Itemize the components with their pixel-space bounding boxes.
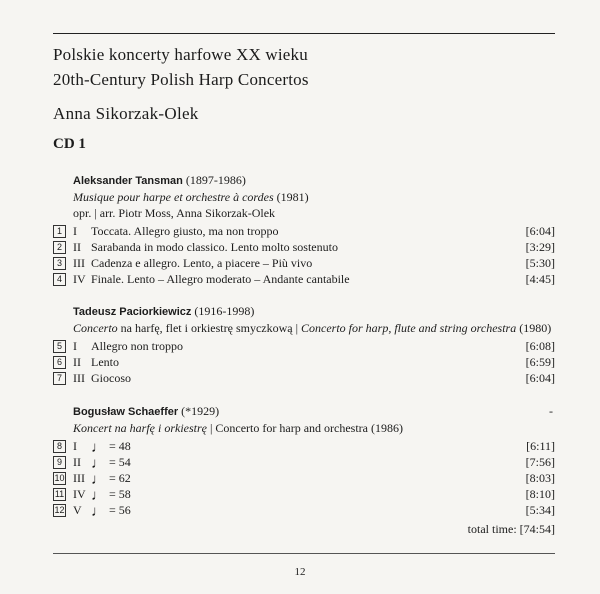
composer-name: Bogusław Schaeffer [73, 406, 179, 418]
track-title [91, 439, 131, 454]
track-number: 9 [53, 456, 66, 469]
track-row[interactable] [53, 355, 555, 371]
quarter-note-icon: ♩ [91, 504, 106, 520]
track-duration: [6:04] [525, 371, 555, 385]
movement-numeral: I [73, 439, 77, 453]
track-number: 2 [53, 241, 66, 254]
bottom-rule [53, 553, 555, 554]
track-number: 12 [54, 505, 65, 515]
work-title-tansman [73, 190, 309, 205]
composer-schaeffer [73, 404, 219, 419]
arrangement-credit: opr. | arr. Piotr Moss, Anna Sikorzak-Olek [73, 206, 276, 220]
track-title [91, 487, 131, 502]
track-row[interactable] [53, 471, 555, 487]
dash-mark: - [549, 404, 553, 418]
work-year: (1981) [273, 190, 309, 204]
composer-name: Aleksander Tansman [73, 175, 183, 187]
track-title: Lento [91, 355, 119, 369]
track-row[interactable] [53, 339, 555, 355]
track-duration: [7:56] [525, 455, 555, 469]
track-row[interactable] [53, 224, 555, 240]
movement-numeral: II [73, 240, 81, 254]
track-duration: [6:08] [525, 339, 555, 353]
track-duration: [6:11] [526, 439, 555, 453]
album-title-polish: Polskie koncerty harfowe XX wieku [53, 45, 308, 64]
movement-numeral: IV [73, 272, 86, 286]
tempo-value: = 54 [106, 455, 131, 469]
movement-numeral: I [73, 339, 77, 353]
work-title-italic: Koncert na harfę i orkiestrę [73, 421, 207, 435]
track-title: Giocoso [91, 371, 131, 385]
track-title: Toccata. Allegro giusto, ma non troppo [91, 224, 279, 238]
movement-numeral: IV [73, 487, 86, 501]
track-number: 7 [53, 372, 66, 385]
movement-numeral: I [73, 224, 77, 238]
movement-numeral: V [73, 503, 82, 517]
total-time: total time: [74:54] [467, 522, 555, 536]
album-title-english: 20th-Century Polish Harp Concertos [53, 70, 309, 89]
work-title-paciorkiewicz [73, 321, 551, 336]
composer-years: (1897-1986) [182, 173, 246, 187]
top-rule [53, 33, 555, 34]
track-number: 3 [53, 257, 66, 270]
artist-name: Anna Sikorzak-Olek [53, 104, 199, 123]
track-row[interactable] [53, 439, 555, 455]
quarter-note-icon: ♩ [91, 456, 106, 472]
composer-paciorkiewicz [73, 304, 254, 319]
track-row[interactable] [53, 371, 555, 387]
track-number: 1 [53, 225, 66, 238]
track-number: 6 [53, 356, 66, 369]
work-title-schaeffer [73, 421, 403, 436]
track-title [91, 471, 131, 486]
work-title-italic: Concerto [73, 321, 118, 335]
track-duration: [6:59] [525, 355, 555, 369]
tempo-value: = 62 [106, 471, 131, 485]
track-title: Finale. Lento – Allegro moderato – Andante cantabile [91, 272, 350, 286]
track-title [91, 503, 131, 518]
disc-label: CD 1 [53, 136, 86, 152]
tempo-value: = 48 [106, 439, 131, 453]
quarter-note-icon: ♩ [91, 472, 106, 488]
track-duration: [8:10] [525, 487, 555, 501]
track-title: Cadenza e allegro. Lento, a piacere – Più vivo [91, 256, 313, 270]
movement-numeral: III [73, 471, 85, 485]
composer-years: (1916-1998) [191, 304, 255, 318]
track-number: 8 [53, 440, 66, 453]
track-row[interactable] [53, 455, 555, 471]
composer-years: (*1929) [178, 404, 220, 418]
movement-numeral: II [73, 455, 81, 469]
tempo-value: = 56 [106, 503, 131, 517]
track-title: Allegro non troppo [91, 339, 183, 353]
page-number: 12 [294, 566, 306, 578]
track-number: 5 [53, 340, 66, 353]
composer-tansman [73, 173, 246, 188]
track-row[interactable] [53, 503, 555, 519]
track-title: Sarabanda in modo classico. Lento molto sostenuto [91, 240, 338, 254]
track-duration: [4:45] [525, 272, 555, 286]
track-duration: [6:04] [525, 224, 555, 238]
quarter-note-icon: ♩ [91, 488, 106, 504]
track-duration: [3:29] [525, 240, 555, 254]
track-row[interactable] [53, 487, 555, 503]
movement-numeral: III [73, 371, 85, 385]
track-row[interactable] [53, 256, 555, 272]
track-duration: [5:34] [525, 503, 555, 517]
track-number: 4 [53, 273, 66, 286]
track-number: 11 [54, 489, 65, 499]
work-title-roman: na harfę, flet i orkiestrę smyczkową | [117, 321, 301, 335]
track-row[interactable] [53, 240, 555, 256]
movement-numeral: III [73, 256, 85, 270]
track-row[interactable] [53, 272, 555, 288]
work-year: (1980) [516, 321, 552, 335]
work-title-english-italic: Concerto for harp, flute and string orchestra [301, 321, 517, 335]
track-number: 10 [54, 473, 65, 483]
work-title-roman: | Concerto for harp and orchestra (1986) [206, 421, 403, 435]
track-title [91, 455, 131, 470]
quarter-note-icon: ♩ [91, 440, 106, 456]
track-duration: [5:30] [525, 256, 555, 270]
movement-numeral: II [73, 355, 81, 369]
track-duration: [8:03] [525, 471, 555, 485]
tempo-value: = 58 [106, 487, 131, 501]
composer-name: Tadeusz Paciorkiewicz [73, 306, 192, 318]
work-title-italic: Musique pour harpe et orchestre à cordes [73, 190, 274, 204]
